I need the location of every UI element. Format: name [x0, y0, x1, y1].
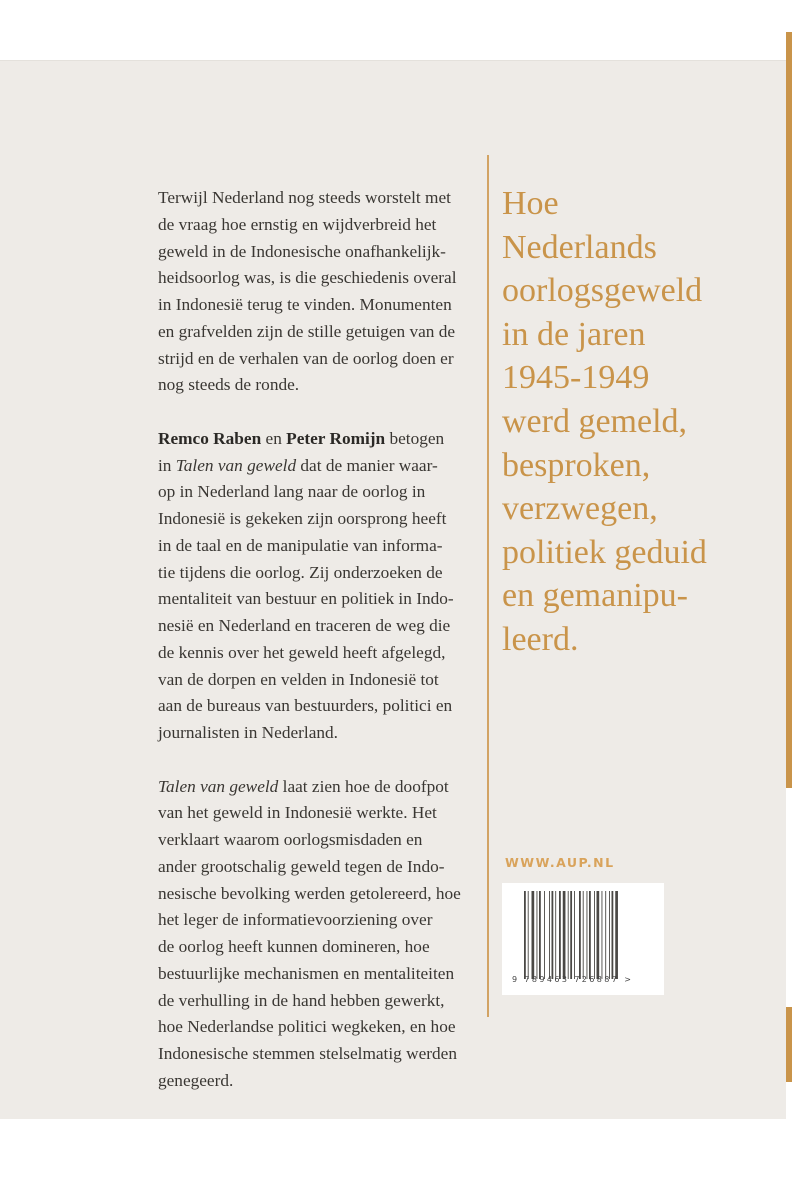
pull-quote-line: verzwegen, [502, 490, 658, 528]
blurb-line [158, 506, 488, 533]
blurb-line [158, 800, 488, 827]
blurb-text-segment: dat de manier waar- [296, 455, 438, 475]
publisher-url[interactable]: WWW.AUP.NL [505, 855, 615, 870]
barcode-bar [583, 891, 584, 979]
blurb-text-segment: nesische bevolking werden getolereerd, hoe [158, 883, 461, 903]
barcode-bars [524, 891, 644, 979]
blurb-text-segment: ander grootschalig geweld tegen de Indo- [158, 856, 445, 876]
barcode-bar [559, 891, 561, 979]
barcode-bar [587, 891, 588, 979]
barcode-bar [615, 891, 618, 979]
barcode-bar [568, 891, 569, 979]
pull-quote-line: en gemanipu- [502, 577, 688, 615]
blurb-line [158, 640, 488, 667]
barcode-bar [612, 891, 614, 979]
barcode-bar [544, 891, 545, 979]
blurb-text-segment: Terwijl Nederland nog steeds worstelt met [158, 188, 451, 207]
blurb-text-segment: van de dorpen en velden in Indonesië tot [158, 669, 439, 689]
book-title: Talen van geweld [158, 776, 279, 796]
blurb-text-segment: in de taal en de manipulatie van informa- [158, 535, 443, 555]
barcode-bar [563, 891, 566, 979]
barcode-bar [579, 891, 581, 979]
barcode-bar [528, 891, 529, 979]
blurb-text-segment: journalisten in Nederland. [158, 723, 338, 742]
blurb-text-segment: verklaart waarom oorlogsmisdaden en [158, 830, 423, 849]
blurb-line [158, 346, 488, 373]
blurb-line [158, 934, 488, 961]
blurb-line [158, 453, 488, 480]
pull-quote-line: Hoe [502, 185, 559, 222]
blurb-line [158, 212, 488, 239]
blurb-line [158, 426, 488, 453]
blurb-line [158, 854, 488, 881]
blurb-paragraph [158, 426, 488, 747]
pull-quote-line: leerd. [502, 620, 579, 658]
blurb-text-segment: en grafvelden zijn de stille getuigen van de [158, 321, 456, 341]
blurb-text-segment: in [158, 455, 176, 475]
barcode-bar [609, 891, 610, 979]
blurb-line [158, 693, 488, 720]
blurb-line [158, 774, 488, 801]
blurb-text-segment: en [261, 428, 287, 448]
blurb-line [158, 586, 488, 613]
blurb-text-segment: het leger de informatievoorziening over [158, 910, 433, 930]
blurb-text-segment: strijd en de verhalen van de oorlog doen er [158, 348, 454, 368]
blurb-text-segment: heidsoorlog was, is die geschiedenis overal [158, 268, 457, 288]
blurb-text-segment: hoe Nederlandse politici wegkeken, en hoe [158, 1017, 456, 1037]
barcode-bar [597, 891, 600, 979]
blurb-text [158, 185, 488, 1121]
blurb-line [158, 265, 488, 292]
barcode-bar [537, 891, 538, 979]
blurb-line [158, 372, 488, 399]
spine-edge-upper [786, 32, 792, 788]
author-name: Remco Raben [158, 428, 262, 448]
pull-quote-line: in de jaren [502, 315, 646, 353]
divider-rule [487, 155, 489, 1017]
pull-quote-line: besproken, [502, 446, 651, 484]
barcode-bar [589, 891, 591, 979]
blurb-line [158, 881, 488, 908]
blurb-text-segment: Indonesische stemmen stelselmatig werden [158, 1044, 457, 1063]
blurb-line [158, 720, 488, 747]
barcode-bar [539, 891, 541, 979]
blurb-text-segment: genegeerd. [158, 1070, 234, 1090]
blurb-line [158, 319, 488, 346]
pull-quote-line: oorlogsgeweld [502, 272, 703, 310]
blurb-line [158, 613, 488, 640]
barcode-bar [549, 891, 550, 979]
book-title: Talen van geweld [175, 455, 297, 475]
blurb-text-segment: in Indonesië terug te vinden. Monumenten [158, 295, 452, 314]
blurb-line [158, 560, 488, 587]
blurb-line [158, 667, 488, 694]
blurb-line [158, 1014, 488, 1041]
blurb-text-segment: de vraag hoe ernstig en wijdverbreid het [158, 214, 437, 234]
spine-edge-lower [786, 1007, 792, 1082]
barcode-bar [532, 891, 535, 979]
barcode-bar [570, 891, 572, 979]
blurb-text-segment: laat zien hoe de doofpot [278, 776, 449, 796]
barcode-bar [605, 891, 606, 979]
barcode-bar [574, 891, 575, 979]
blurb-line [158, 827, 488, 854]
blurb-text-segment: nog steeds de ronde. [158, 375, 300, 395]
blurb-text-segment: geweld in de Indonesische onafhankelijk- [158, 241, 446, 261]
pull-quote-line: Nederlands [502, 228, 657, 266]
blurb-paragraph [158, 185, 488, 399]
pull-quote-line: politiek geduid [502, 533, 707, 571]
pull-quote [502, 182, 707, 662]
author-name: Peter Romijn [286, 428, 386, 448]
isbn-barcode [502, 883, 664, 995]
blurb-line [158, 479, 488, 506]
barcode-bar [602, 891, 603, 979]
blurb-line [158, 961, 488, 988]
blurb-text-segment: aan de bureaus van bestuurders, politici en [158, 696, 453, 716]
blurb-text-segment: de oorlog heeft kunnen domineren, hoe [158, 937, 430, 956]
blurb-text-segment: op in Nederland lang naar de oorlog in [158, 482, 426, 502]
blurb-line [158, 533, 488, 560]
blurb-paragraph [158, 774, 488, 1095]
barcode-digits: 9 789463 726887 > [512, 975, 634, 984]
blurb-line [158, 1068, 488, 1095]
barcode-bar [524, 891, 526, 979]
blurb-line [158, 185, 488, 212]
blurb-line [158, 988, 488, 1015]
blurb-line [158, 1041, 488, 1068]
blurb-text-segment: van het geweld in Indonesië werkte. Het [158, 803, 437, 823]
blurb-text-segment: tie tijdens die oorlog. Zij onderzoeken de [158, 562, 443, 582]
blurb-text-segment: mentaliteit van bestuur en politiek in Indo- [158, 589, 454, 609]
barcode-bar [594, 891, 595, 979]
pull-quote-line: 1945-1949 [502, 359, 650, 397]
blurb-text-segment: de kennis over het geweld heeft afgelegd, [158, 642, 446, 662]
pull-quote-line: werd gemeld, [502, 402, 688, 440]
blurb-text-segment: Indonesië is gekeken zijn oorsprong heeft [158, 509, 447, 528]
blurb-line [158, 292, 488, 319]
blurb-text-segment: betogen [385, 428, 445, 448]
blurb-text-segment: de verhulling in de hand hebben gewerkt, [158, 990, 445, 1010]
barcode-bar [552, 891, 554, 979]
blurb-line [158, 907, 488, 934]
blurb-text-segment: nesië en Nederland en traceren de weg die [158, 616, 451, 635]
blurb-text-segment: bestuurlijke mechanismen en mentaliteiten [158, 963, 455, 983]
barcode-bar [555, 891, 556, 979]
blurb-line [158, 239, 488, 266]
